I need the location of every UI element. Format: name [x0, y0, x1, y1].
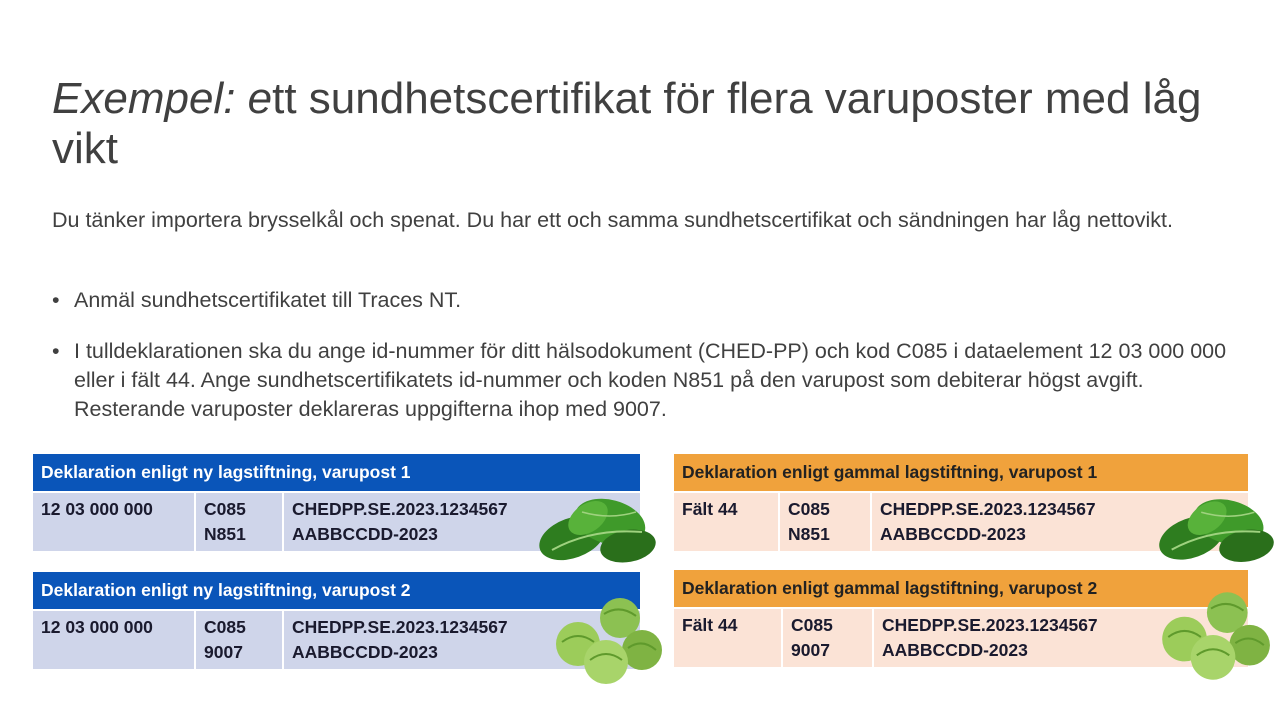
spinach-icon	[1152, 488, 1278, 570]
field-cell: 12 03 000 000	[33, 493, 194, 551]
intro-paragraph: Du tänker importera brysselkål och spenat. Du har ett och samma sundhetscertifikat och sändningen har låg nettovikt.	[52, 208, 1173, 232]
bullet-dot-icon: •	[52, 288, 60, 312]
reference-2: AABBCCDD-2023	[292, 642, 438, 662]
title-italic: Exempel: e	[52, 74, 273, 123]
code-2: 9007	[791, 640, 830, 660]
brussels-sprouts-icon	[1150, 588, 1274, 682]
bullet-list	[52, 286, 1232, 446]
field-cell: Fält 44	[674, 493, 778, 551]
code-1: C085	[204, 617, 246, 637]
code-cell	[781, 609, 872, 667]
bullet-dot-icon: •	[52, 339, 60, 363]
table-header: Deklaration enligt gammal lagstiftning, varupost 2	[674, 570, 1248, 607]
code-1: C085	[204, 499, 246, 519]
table-header: Deklaration enligt ny lagstiftning, varupost 2	[33, 572, 640, 609]
table-header: Deklaration enligt gammal lagstiftning, varupost 1	[674, 454, 1248, 491]
reference-1: CHEDPP.SE.2023.1234567	[880, 499, 1096, 519]
code-cell	[194, 493, 282, 551]
bullet-text: Anmäl sundhetscertifikatet till Traces NT.	[74, 288, 462, 312]
spinach-icon	[532, 488, 660, 570]
reference-1: CHEDPP.SE.2023.1234567	[292, 499, 508, 519]
slide-title	[52, 74, 1252, 174]
code-1: C085	[791, 615, 833, 635]
reference-2: AABBCCDD-2023	[880, 524, 1026, 544]
code-cell	[194, 611, 282, 669]
reference-2: AABBCCDD-2023	[882, 640, 1028, 660]
bullet-text: I tulldeklarationen ska du ange id-nummer för ditt hälsodokument (CHED-PP) och kod C085 i dataelement 12 03 000 000 eller i fält 44. Ange sundhetscertifikatets id-nummer och koden N851 på den varupost som debiterar högst avgift. Resterande varuposter deklareras uppgifterna ihop med 9007.	[74, 339, 1227, 421]
reference-2: AABBCCDD-2023	[292, 524, 438, 544]
bullet-item	[52, 337, 1232, 424]
code-cell	[778, 493, 870, 551]
code-1: C085	[788, 499, 830, 519]
brussels-sprouts-icon	[544, 594, 666, 686]
title-rest: tt sundhetscertifikat för flera varuposter med låg vikt	[52, 74, 1202, 173]
table-header: Deklaration enligt ny lagstiftning, varupost 1	[33, 454, 640, 491]
field-cell: 12 03 000 000	[33, 611, 194, 669]
field-cell: Fält 44	[674, 609, 781, 667]
bullet-item	[52, 286, 1232, 315]
code-2: N851	[204, 524, 246, 544]
code-2: N851	[788, 524, 830, 544]
reference-1: CHEDPP.SE.2023.1234567	[882, 615, 1098, 635]
reference-1: CHEDPP.SE.2023.1234567	[292, 617, 508, 637]
code-2: 9007	[204, 642, 243, 662]
